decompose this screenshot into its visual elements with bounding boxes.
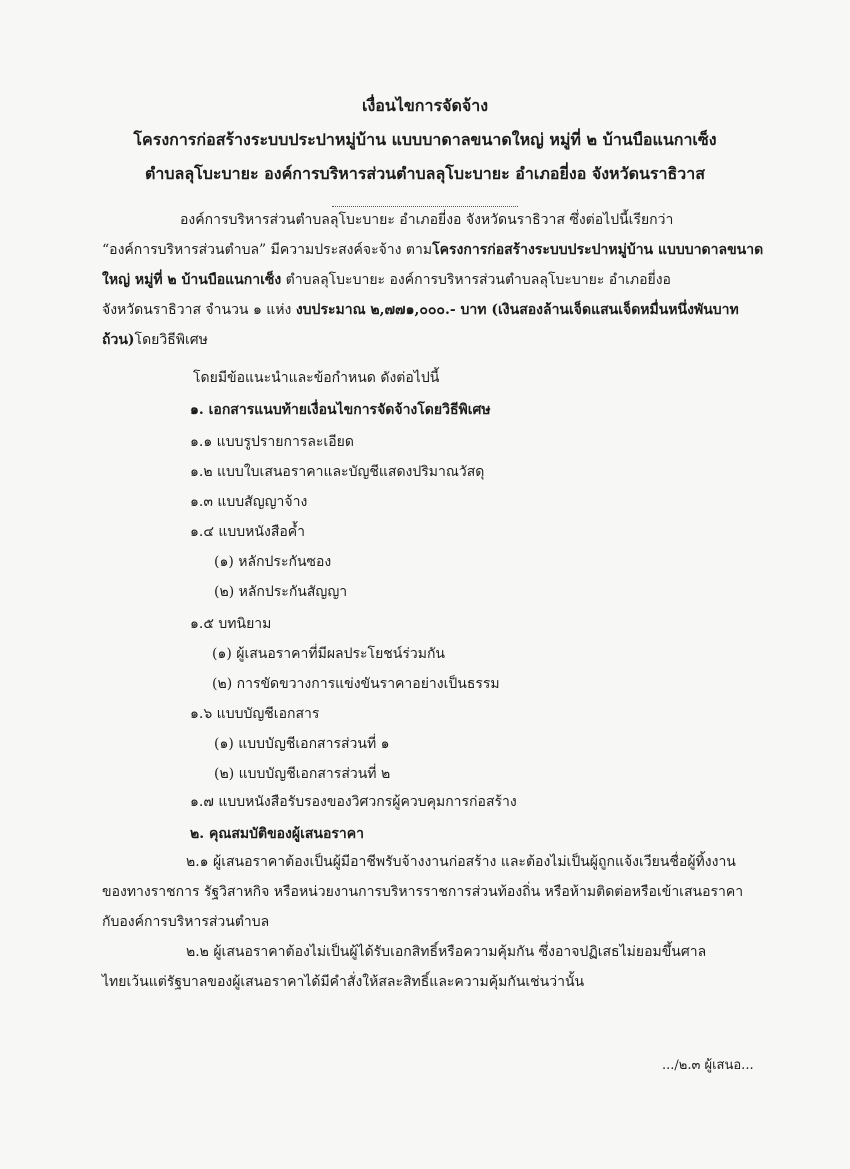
intro-line-1: องค์การบริหารส่วนตำบลลุโบะบายะ อำเภอยี่งอ จังหวัดนราธิวาส ซึ่งต่อไปนี้เรียกว่า [180, 212, 674, 228]
item-2-1-line-3: กับองค์การบริหารส่วนตำบล [102, 914, 270, 930]
intro-budget-end: ถ้วน) [102, 332, 135, 348]
project-title-line-1: โครงการก่อสร้างระบบประปาหมู่บ้าน แบบบาดาลขนาดใหญ่ หมู่ที่ ๒ บ้านบือแนกาเซ็ง [133, 130, 717, 149]
item-1-6-2: (๒) แบบบัญชีเอกสารส่วนที่ ๒ [214, 766, 391, 782]
document-title: เงื่อนไขการจัดจ้าง [361, 96, 488, 115]
intro-project-name: โครงการก่อสร้างระบบประปาหมู่บ้าน แบบบาดาลขนาด [432, 242, 764, 258]
item-1-4-2: (๒) หลักประกันสัญญา [214, 584, 348, 600]
project-title-line-2: ตำบลลุโบะบายะ องค์การบริหารส่วนตำบลลุโบะบายะ อำเภอยี่งอ จังหวัดนราธิวาส [145, 164, 705, 183]
item-1-7: ๑.๗ แบบหนังสือรับรองของวิศวกรผู้ควบคุมการก่อสร้าง [190, 794, 517, 810]
item-1-2: ๑.๒ แบบใบเสนอราคาและบัญชีแสดงปริมาณวัสดุ [190, 464, 485, 480]
item-1-4: ๑.๔ แบบหนังสือค้ำ [190, 524, 305, 540]
section-1-heading: ๑. เอกสารแนบท้ายเงื่อนไขการจัดจ้างโดยวิธีพิเศษ [190, 402, 491, 418]
item-1-6-1: (๑) แบบบัญชีเอกสารส่วนที่ ๑ [214, 736, 390, 752]
advice-line: โดยมีข้อแนะนำและข้อกำหนด ดังต่อไปนี้ [193, 370, 440, 386]
item-1-1: ๑.๑ แบบรูปรายการละเอียด [190, 434, 354, 450]
intro-province: จังหวัดนราธิวาส จำนวน ๑ แห่ง [102, 302, 296, 318]
item-2-1-line-2: ของทางราชการ รัฐวิสาหกิจ หรือหน่วยงานการบริหารราชการส่วนท้องถิ่น หรือห้ามติดต่อหรือเข้าเสนอราคา [102, 884, 744, 900]
intro-line-4 [102, 300, 739, 320]
item-1-5-2: (๒) การขัดขวางการแข่งขันราคาอย่างเป็นธรรม [212, 676, 500, 692]
section-2-heading: ๒. คุณสมบัติของผู้เสนอราคา [190, 826, 365, 842]
item-1-5-1: (๑) ผู้เสนอราคาที่มีผลประโยชน์ร่วมกัน [212, 646, 445, 662]
intro-village: ใหญ่ หมู่ที่ ๒ บ้านบือแนกาเซ็ง [102, 272, 282, 288]
intro-budget: งบประมาณ ๒,๗๗๑,๐๐๐.- บาท (เงินสองล้านเจ็ดแสนเจ็ดหมื่นหนึ่งพันบาท [295, 302, 739, 318]
item-2-2-line-1: ๒.๒ ผู้เสนอราคาต้องไม่เป็นผู้ได้รับเอกสิทธิ์หรือความคุ้มกัน ซึ่งอาจปฏิเสธไม่ยอมขึ้นศาล [186, 944, 707, 960]
item-1-5: ๑.๕ บทนิยาม [190, 616, 272, 632]
page-continuation: .../๒.๓ ผู้เสนอ... [662, 1058, 754, 1073]
item-1-4-1: (๑) หลักประกันซอง [214, 554, 332, 570]
item-1-3: ๑.๓ แบบสัญญาจ้าง [190, 494, 308, 510]
intro-line-2-text: “องค์การบริหารส่วนตำบล” มีความประสงค์จะจ้าง ตาม [102, 242, 433, 258]
item-2-2-line-2: ไทยเว้นแต่รัฐบาลของผู้เสนอราคาได้มีคำสั่งให้สละสิทธิ์และความคุ้มกันเช่นว่านั้น [102, 974, 585, 990]
intro-location: ตำบลลุโบะบายะ องค์การบริหารส่วนตำบลลุโบะบายะ อำเภอยี่งอ [281, 272, 671, 288]
intro-line-3 [102, 270, 671, 290]
item-2-1-line-1: ๒.๑ ผู้เสนอราคาต้องเป็นผู้มีอาชีพรับจ้างงานก่อสร้าง และต้องไม่เป็นผู้ถูกแจ้งเวียนชื่อผู้ทิ้งงาน [186, 854, 736, 870]
item-1-6: ๑.๖ แบบบัญชีเอกสาร [190, 706, 320, 722]
intro-line-5 [102, 330, 208, 350]
intro-method: โดยวิธีพิเศษ [134, 332, 208, 348]
intro-line-2 [102, 240, 763, 260]
title-divider [332, 206, 518, 207]
